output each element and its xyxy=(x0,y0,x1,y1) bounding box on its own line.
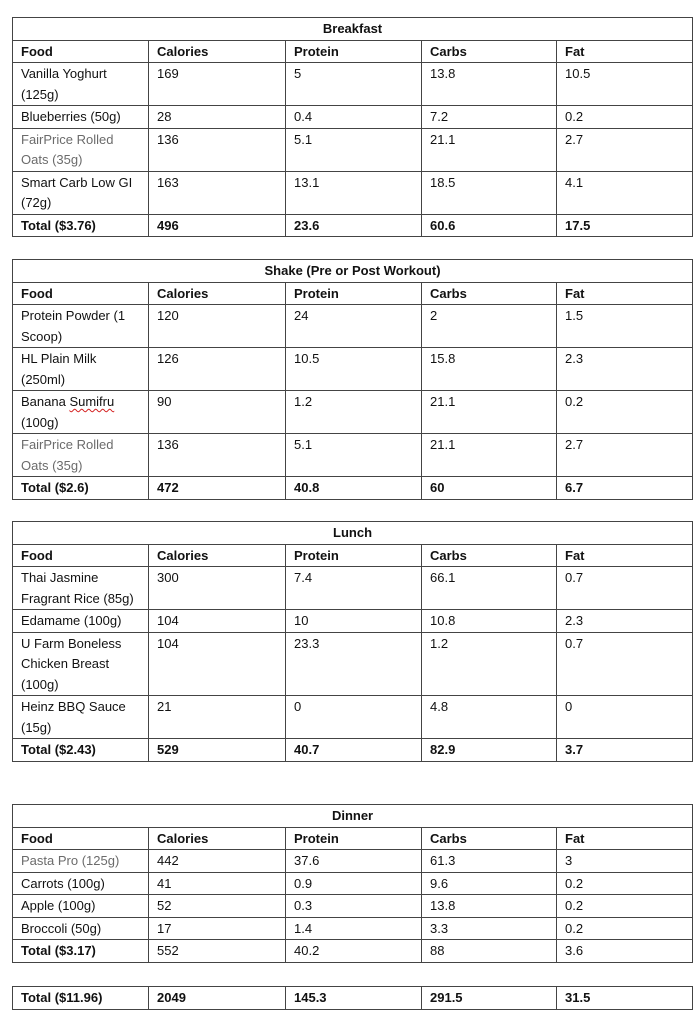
table-row xyxy=(13,632,693,696)
protein-cell: 0.9 xyxy=(286,872,422,895)
calories-cell: 120 xyxy=(149,305,286,348)
calories-cell: 52 xyxy=(149,895,286,918)
header-row xyxy=(13,40,693,63)
total-row xyxy=(13,940,693,963)
calories-cell: 41 xyxy=(149,872,286,895)
fat-cell: 2.3 xyxy=(557,348,693,391)
col-header-protein: Protein xyxy=(286,282,422,305)
table-row xyxy=(13,128,693,171)
food-cell: FairPrice Rolled Oats (35g) xyxy=(13,434,149,477)
total-carbs: 60.6 xyxy=(422,214,557,237)
total-fat: 3.7 xyxy=(557,739,693,762)
table-row xyxy=(13,850,693,873)
carbs-cell: 21.1 xyxy=(422,128,557,171)
fat-cell: 1.5 xyxy=(557,305,693,348)
food-cell: U Farm Boneless Chicken Breast (100g) xyxy=(13,632,149,696)
protein-cell: 5 xyxy=(286,63,422,106)
protein-cell: 0 xyxy=(286,696,422,739)
food-cell: HL Plain Milk (250ml) xyxy=(13,348,149,391)
col-header-fat: Fat xyxy=(557,40,693,63)
total-protein: 23.6 xyxy=(286,214,422,237)
col-header-carbs: Carbs xyxy=(422,544,557,567)
protein-cell: 10.5 xyxy=(286,348,422,391)
grand-total-row xyxy=(13,987,693,1010)
col-header-food: Food xyxy=(13,40,149,63)
fat-cell: 4.1 xyxy=(557,171,693,214)
breakfast-table xyxy=(12,17,693,237)
grand-total-table xyxy=(12,986,693,1010)
total-carbs: 60 xyxy=(422,477,557,500)
total-label: Total ($2.43) xyxy=(13,739,149,762)
total-row xyxy=(13,739,693,762)
dinner-table xyxy=(12,804,693,963)
table-row xyxy=(13,348,693,391)
total-label: Total ($3.17) xyxy=(13,940,149,963)
calories-cell: 104 xyxy=(149,610,286,633)
carbs-cell: 13.8 xyxy=(422,63,557,106)
fat-cell: 2.7 xyxy=(557,434,693,477)
calories-cell: 169 xyxy=(149,63,286,106)
table-row xyxy=(13,63,693,106)
table-row xyxy=(13,610,693,633)
total-label: Total ($2.6) xyxy=(13,477,149,500)
carbs-cell: 7.2 xyxy=(422,106,557,129)
carbs-cell: 21.1 xyxy=(422,391,557,434)
calories-cell: 21 xyxy=(149,696,286,739)
food-cell: Vanilla Yoghurt (125g) xyxy=(13,63,149,106)
carbs-cell: 9.6 xyxy=(422,872,557,895)
total-fat: 6.7 xyxy=(557,477,693,500)
fat-cell: 2.3 xyxy=(557,610,693,633)
protein-cell: 0.3 xyxy=(286,895,422,918)
carbs-cell: 3.3 xyxy=(422,917,557,940)
calories-cell: 90 xyxy=(149,391,286,434)
col-header-calories: Calories xyxy=(149,827,286,850)
fat-cell: 2.7 xyxy=(557,128,693,171)
col-header-food: Food xyxy=(13,827,149,850)
calories-cell: 442 xyxy=(149,850,286,873)
carbs-cell: 21.1 xyxy=(422,434,557,477)
carbs-cell: 2 xyxy=(422,305,557,348)
calories-cell: 300 xyxy=(149,567,286,610)
total-calories: 472 xyxy=(149,477,286,500)
food-cell xyxy=(13,391,149,434)
fat-cell: 0.7 xyxy=(557,567,693,610)
food-cell: FairPrice Rolled Oats (35g) xyxy=(13,128,149,171)
shake-table xyxy=(12,259,693,500)
carbs-cell: 1.2 xyxy=(422,632,557,696)
col-header-calories: Calories xyxy=(149,544,286,567)
carbs-cell: 10.8 xyxy=(422,610,557,633)
carbs-cell: 13.8 xyxy=(422,895,557,918)
protein-cell: 0.4 xyxy=(286,106,422,129)
calories-cell: 104 xyxy=(149,632,286,696)
fat-cell: 10.5 xyxy=(557,63,693,106)
total-carbs: 88 xyxy=(422,940,557,963)
total-row xyxy=(13,477,693,500)
total-calories: 496 xyxy=(149,214,286,237)
carbs-cell: 4.8 xyxy=(422,696,557,739)
grand-total-carbs: 291.5 xyxy=(422,987,557,1010)
food-cell: Broccoli (50g) xyxy=(13,917,149,940)
table-row xyxy=(13,872,693,895)
grand-total-calories: 2049 xyxy=(149,987,286,1010)
fat-cell: 0.2 xyxy=(557,391,693,434)
carbs-cell: 66.1 xyxy=(422,567,557,610)
total-row xyxy=(13,214,693,237)
protein-cell: 37.6 xyxy=(286,850,422,873)
fat-cell: 0.2 xyxy=(557,106,693,129)
lunch-table xyxy=(12,521,693,762)
table-row xyxy=(13,917,693,940)
table-title: Dinner xyxy=(13,805,693,828)
total-protein: 40.2 xyxy=(286,940,422,963)
food-cell: Apple (100g) xyxy=(13,895,149,918)
total-fat: 17.5 xyxy=(557,214,693,237)
col-header-protein: Protein xyxy=(286,827,422,850)
calories-cell: 136 xyxy=(149,434,286,477)
protein-cell: 13.1 xyxy=(286,171,422,214)
food-text: Banana xyxy=(21,394,70,409)
fat-cell: 3 xyxy=(557,850,693,873)
protein-cell: 5.1 xyxy=(286,128,422,171)
food-cell: Pasta Pro (125g) xyxy=(13,850,149,873)
header-row xyxy=(13,827,693,850)
grand-total-label: Total ($11.96) xyxy=(13,987,149,1010)
calories-cell: 126 xyxy=(149,348,286,391)
carbs-cell: 15.8 xyxy=(422,348,557,391)
food-text: (100g) xyxy=(21,414,59,430)
col-header-protein: Protein xyxy=(286,544,422,567)
food-cell: Smart Carb Low GI (72g) xyxy=(13,171,149,214)
protein-cell: 10 xyxy=(286,610,422,633)
grand-total-protein: 145.3 xyxy=(286,987,422,1010)
total-carbs: 82.9 xyxy=(422,739,557,762)
total-protein: 40.8 xyxy=(286,477,422,500)
grand-total-fat: 31.5 xyxy=(557,987,693,1010)
col-header-carbs: Carbs xyxy=(422,827,557,850)
col-header-fat: Fat xyxy=(557,827,693,850)
protein-cell: 24 xyxy=(286,305,422,348)
food-cell: Thai Jasmine Fragrant Rice (85g) xyxy=(13,567,149,610)
total-label: Total ($3.76) xyxy=(13,214,149,237)
carbs-cell: 61.3 xyxy=(422,850,557,873)
food-cell: Blueberries (50g) xyxy=(13,106,149,129)
table-row xyxy=(13,895,693,918)
carbs-cell: 18.5 xyxy=(422,171,557,214)
table-row xyxy=(13,434,693,477)
calories-cell: 136 xyxy=(149,128,286,171)
fat-cell: 0.2 xyxy=(557,872,693,895)
table-row xyxy=(13,391,693,434)
total-fat: 3.6 xyxy=(557,940,693,963)
table-row xyxy=(13,106,693,129)
table-title: Lunch xyxy=(13,522,693,545)
protein-cell: 5.1 xyxy=(286,434,422,477)
table-row xyxy=(13,305,693,348)
fat-cell: 0.7 xyxy=(557,632,693,696)
food-cell: Edamame (100g) xyxy=(13,610,149,633)
header-row xyxy=(13,544,693,567)
food-cell: Carrots (100g) xyxy=(13,872,149,895)
header-row xyxy=(13,282,693,305)
food-cell: Heinz BBQ Sauce (15g) xyxy=(13,696,149,739)
table-title: Shake (Pre or Post Workout) xyxy=(13,260,693,283)
total-calories: 529 xyxy=(149,739,286,762)
col-header-calories: Calories xyxy=(149,282,286,305)
fat-cell: 0.2 xyxy=(557,895,693,918)
total-calories: 552 xyxy=(149,940,286,963)
table-title: Breakfast xyxy=(13,18,693,41)
col-header-food: Food xyxy=(13,544,149,567)
total-protein: 40.7 xyxy=(286,739,422,762)
protein-cell: 7.4 xyxy=(286,567,422,610)
col-header-carbs: Carbs xyxy=(422,282,557,305)
calories-cell: 163 xyxy=(149,171,286,214)
calories-cell: 28 xyxy=(149,106,286,129)
table-row xyxy=(13,567,693,610)
fat-cell: 0.2 xyxy=(557,917,693,940)
col-header-fat: Fat xyxy=(557,544,693,567)
protein-cell: 1.4 xyxy=(286,917,422,940)
calories-cell: 17 xyxy=(149,917,286,940)
spellcheck-flagged-word[interactable]: Sumifru xyxy=(69,394,115,409)
food-cell: Protein Powder (1 Scoop) xyxy=(13,305,149,348)
col-header-protein: Protein xyxy=(286,40,422,63)
table-row xyxy=(13,696,693,739)
col-header-fat: Fat xyxy=(557,282,693,305)
col-header-carbs: Carbs xyxy=(422,40,557,63)
table-row xyxy=(13,171,693,214)
fat-cell: 0 xyxy=(557,696,693,739)
protein-cell: 1.2 xyxy=(286,391,422,434)
col-header-food: Food xyxy=(13,282,149,305)
col-header-calories: Calories xyxy=(149,40,286,63)
protein-cell: 23.3 xyxy=(286,632,422,696)
